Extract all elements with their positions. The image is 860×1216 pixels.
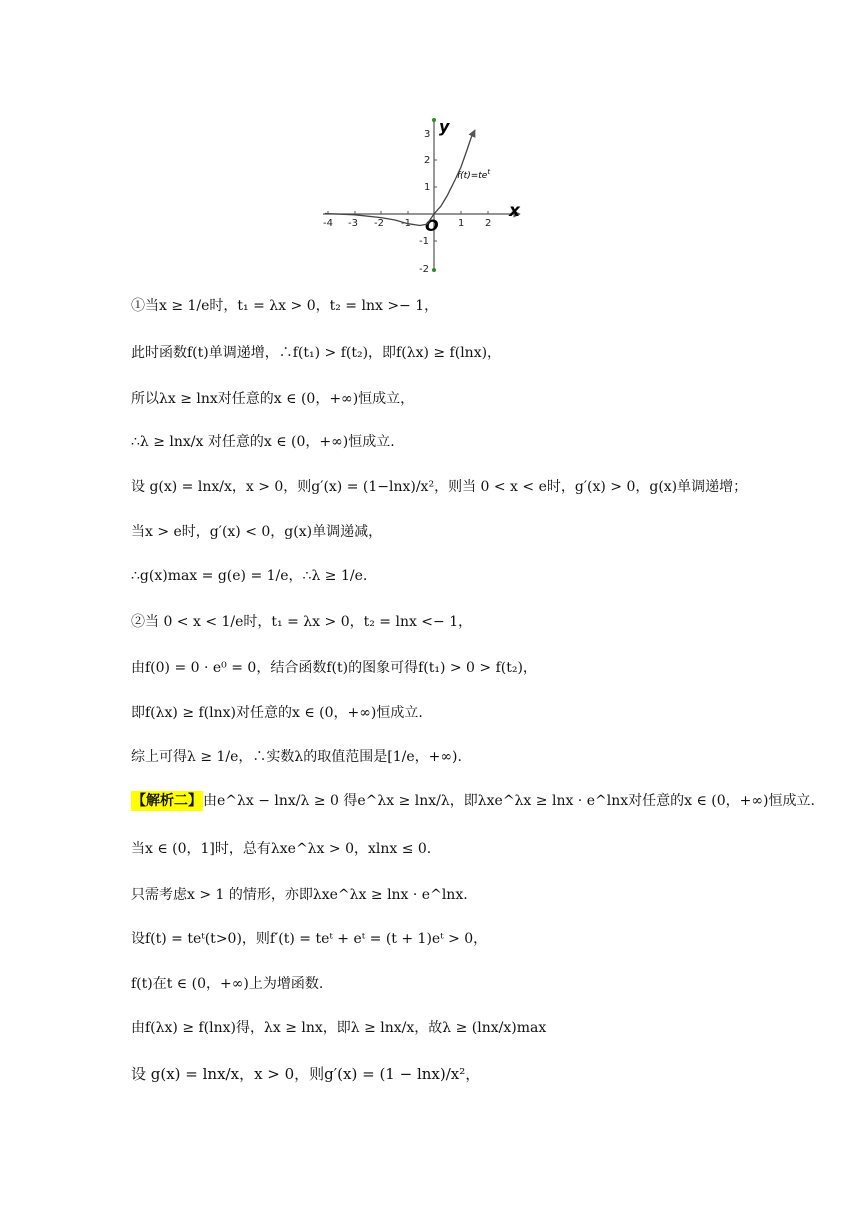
function-curve: [325, 130, 475, 226]
y-tick-label: -2: [419, 264, 429, 275]
function-graph: [315, 112, 530, 277]
text-line-content: 由e^λx − lnx/λ ≥ 0 得e^λx ≥ lnx/λ，即λxe^λx ≥ lnx · e^lnx对任意的x ∈ (0，+∞)恒成立.: [203, 793, 815, 809]
text-line: 设f(t) = teᵗ(t>0)，则f′(t) = teᵗ + eᵗ = (t + 1)eᵗ > 0，: [131, 931, 488, 947]
x-tick-label: 2: [485, 218, 492, 229]
text-line: ∴g(x)max = g(e) = 1/e，∴λ ≥ 1/e.: [131, 568, 368, 584]
x-tick-label: 1: [458, 218, 465, 229]
text-line: 当x > e时，g′(x) < 0，g(x)单调递减，: [131, 524, 383, 540]
x-tick-label: -3: [348, 218, 358, 229]
text-line: 所以λx ≥ lnx对任意的x ∈ (0，+∞)恒成立，: [131, 391, 415, 407]
text-line: ①当x ≥ 1/e时，t₁ = λx > 0，t₂ = lnx >− 1，: [131, 298, 439, 314]
text-line: ∴λ ≥ lnx/x 对任意的x ∈ (0，+∞)恒成立.: [131, 434, 395, 450]
text-line: 综上可得λ ≥ 1/e，∴实数λ的取值范围是[1/e，+∞).: [131, 749, 462, 765]
x-axis-label: x: [509, 201, 520, 221]
text-line: 设 g(x) = lnx/x，x > 0，则g′(x) = (1 − lnx)/x²，: [131, 1065, 481, 1083]
text-line: 由f(λx) ≥ f(lnx)得，λx ≥ lnx，即λ ≥ lnx/x，故λ ≥ (lnx/x)max: [131, 1020, 547, 1036]
y-tick-label: 1: [424, 182, 431, 193]
y-tick-label: 2: [424, 155, 431, 166]
text-line: 此时函数f(t)单调递增，∴f(t₁) > f(t₂)，即f(λx) ≥ f(lnx)，: [131, 345, 502, 361]
text-line: 即f(λx) ≥ f(lnx)对任意的x ∈ (0，+∞)恒成立.: [131, 705, 423, 721]
function-label: $f(t)=te^t$: [457, 168, 491, 181]
x-tick-label: -4: [323, 218, 333, 229]
text-line: 设 g(x) = lnx/x，x > 0，则g′(x) = (1−lnx)/x²，则当 0 < x < e时，g′(x) > 0，g(x)单调递增；: [131, 479, 748, 495]
x-tick-label: -2: [374, 218, 384, 229]
x-tick-label: -1: [401, 218, 411, 229]
origin-label: O: [425, 216, 439, 235]
text-line: 由f(0) = 0 · e⁰ = 0，结合函数f(t)的图象可得f(t₁) > 0 > f(t₂)，: [131, 660, 537, 676]
section-highlight: 【解析二】: [132, 793, 202, 809]
y-tick-label: 3: [424, 129, 431, 140]
text-line: 当x ∈ (0，1]时，总有λxe^λx > 0，xlnx ≤ 0.: [131, 841, 432, 857]
text-line: f(t)在t ∈ (0，+∞)上为增函数.: [131, 976, 324, 992]
text-line: 只需考虑x > 1 的情形，亦即λxe^λx ≥ lnx · e^lnx.: [131, 887, 468, 903]
y-tick-label: -1: [419, 236, 429, 247]
y-axis-label: y: [439, 117, 450, 136]
text-line: [131, 791, 815, 811]
text-line: ②当 0 < x < 1/e时，t₁ = λx > 0，t₂ = lnx <− 1，: [131, 614, 473, 630]
